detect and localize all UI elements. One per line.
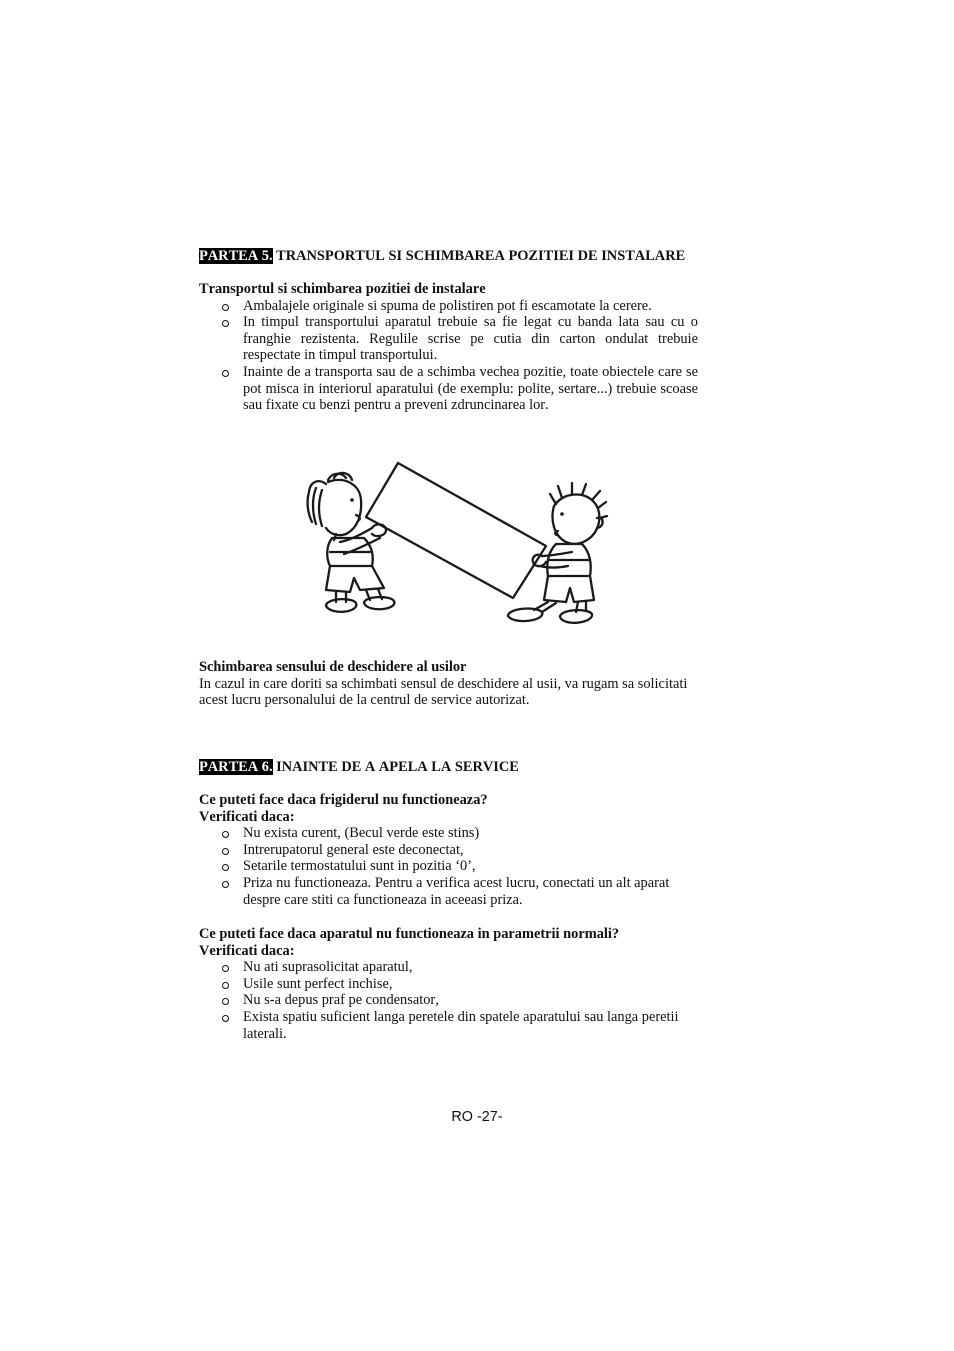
bullet-circle-icon <box>222 304 229 311</box>
list-item <box>243 875 698 908</box>
section-6-heading <box>199 759 700 776</box>
list-item <box>243 992 698 1009</box>
bullet-circle-icon <box>222 965 229 972</box>
list-item-text: Ambalajele originale si spuma de polistiren pot fi escamotate la cerere. <box>243 297 652 314</box>
transport-illustration <box>300 455 610 633</box>
bullet-circle-icon <box>222 1015 229 1022</box>
section-5-title: TRANSPORTUL SI SCHIMBAREA POZITIEI DE INSTALARE <box>276 248 686 264</box>
list-item <box>243 858 698 875</box>
transport-subsection <box>199 281 700 414</box>
section-6-label: PARTEA 6. <box>199 759 273 775</box>
list-item <box>243 959 698 976</box>
section-5-heading <box>199 248 700 265</box>
list-item <box>243 1009 698 1042</box>
bullet-circle-icon <box>222 982 229 989</box>
right-child-eye <box>560 512 564 516</box>
list-item <box>243 825 698 842</box>
bullet-circle-icon <box>222 320 229 327</box>
door-paragraph: In cazul in care doriti sa schimbati sensul de deschidere al usii, va rugam sa solicitati acest lucru personalului de la centrul de service autorizat. <box>199 675 688 709</box>
list-item-text: Nu ati suprasolicitat aparatul, <box>243 959 413 976</box>
list-item-text: Usile sunt perfect inchise, <box>243 975 393 992</box>
fridge-check-list <box>199 825 700 908</box>
door-heading: Schimbarea sensului de deschidere al usilor <box>199 659 467 675</box>
section-6-title: INAINTE DE A APELA LA SERVICE <box>276 759 519 775</box>
transport-heading: Transportul si schimbarea pozitiei de instalare <box>199 281 486 297</box>
door-subsection <box>199 659 700 709</box>
transport-list <box>199 298 700 414</box>
list-item <box>243 364 698 414</box>
bullet-circle-icon <box>222 831 229 838</box>
list-item <box>243 976 698 993</box>
list-item <box>243 314 698 364</box>
bullet-circle-icon <box>222 370 229 377</box>
performance-check-subsection <box>199 926 700 1042</box>
list-item-text: Exista spatiu suficient langa peretele din spatele aparatului sau langa peretii laterali. <box>243 1008 679 1042</box>
list-item-text: Nu s-a depus praf pe condensator, <box>243 992 439 1009</box>
fridge-question: Ce puteti face daca frigiderul nu functioneaza? <box>199 792 488 808</box>
bullet-circle-icon <box>222 864 229 871</box>
list-item <box>243 298 698 315</box>
list-item <box>243 842 698 859</box>
bullet-circle-icon <box>222 998 229 1005</box>
list-item-text: Setarile termostatului sunt in pozitia ‘0’, <box>243 858 476 875</box>
carried-box <box>366 463 546 598</box>
right-child-figure <box>508 483 607 623</box>
list-item-text: In timpul transportului aparatul trebuie sa fie legat cu banda lata sau cu o franghie rezistenta. Regulile scrise pe cutia din carton ondulat trebuie respectate in timpul transportului. <box>243 314 698 364</box>
list-item-text: Inainte de a transporta sau de a schimba vechea pozitie, toate obiectele care se pot misca in interiorul aparatului (de exemplu: polite, sertare...) trebuie scoase sau fixate cu benzi pentru a preveni zdruncinarea lor. <box>243 363 698 414</box>
list-item-text: Nu exista curent, (Becul verde este stins) <box>243 825 480 842</box>
list-item-text: Intrerupatorul general este deconectat, <box>243 841 464 858</box>
left-child-eye <box>350 498 354 502</box>
section-5-label: PARTEA 5. <box>199 248 273 264</box>
performance-check-list <box>199 959 700 1042</box>
performance-question: Ce puteti face daca aparatul nu functioneaza in parametrii normali? <box>199 926 620 942</box>
performance-check-label: Verificati daca: <box>199 942 295 959</box>
bullet-circle-icon <box>222 881 229 888</box>
fridge-check-subsection <box>199 792 700 908</box>
list-item-text: Priza nu functioneaza. Pentru a verifica acest lucru, conectati un alt aparat despre care stiti ca functioneaza in aceeasi priza. <box>243 874 670 908</box>
bullet-circle-icon <box>222 848 229 855</box>
page-number: RO -27- <box>451 1109 503 1125</box>
left-child-figure <box>308 473 395 612</box>
fridge-check-label: Verificati daca: <box>199 808 295 825</box>
